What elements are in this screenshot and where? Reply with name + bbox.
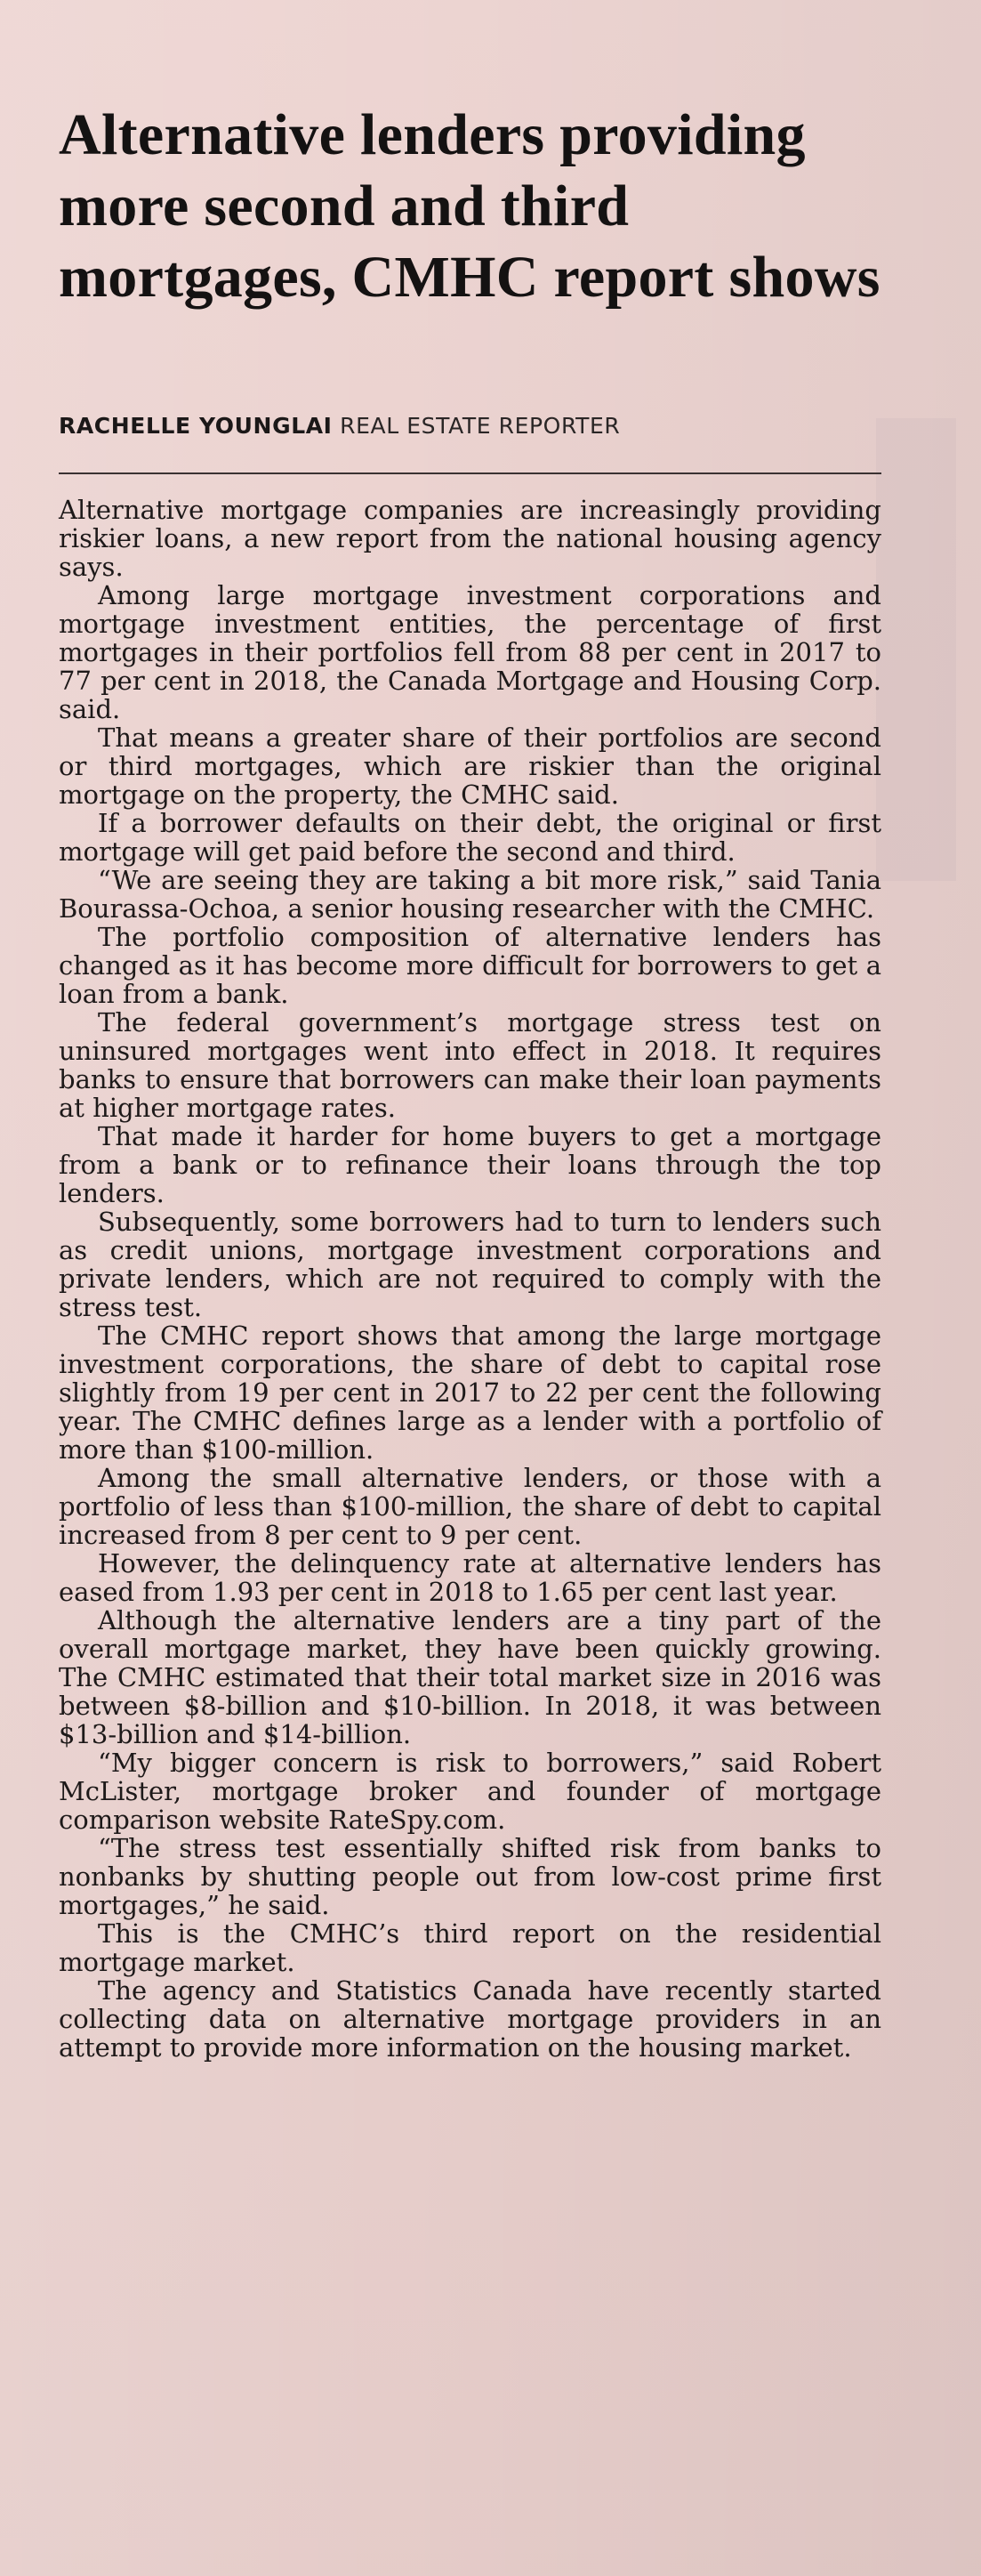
article-paragraph: Among the small alternative lenders, or those with a portfolio of less than $100-million, the share of debt to capital increased from 8 per cent to 9 per cent. <box>59 1463 881 1550</box>
news-article <box>59 100 886 2062</box>
article-paragraph: The portfolio composition of alternative lenders has changed as it has become more difficult for borrowers to get a loan from a bank. <box>59 922 881 1009</box>
byline <box>59 413 886 439</box>
article-paragraph: Although the alternative lenders are a tiny part of the overall mortgage market, they have been quickly growing. The CMHC estimated that their total market size in 2016 was between $8-billion and $10-billion. In 2018, it was between $13-billion and $14-billion. <box>59 1605 881 1749</box>
article-paragraph: If a borrower defaults on their debt, the original or first mortgage will get paid before the second and third. <box>59 808 881 867</box>
article-paragraph: That means a greater share of their portfolios are second or third mortgages, which are riskier than the original mortgage on the property, the CMHC said. <box>59 723 881 810</box>
article-paragraph: The agency and Statistics Canada have recently started collecting data on alternative mortgage providers in an attempt to provide more information on the housing market. <box>59 1975 881 2063</box>
article-body <box>59 496 881 2062</box>
article-paragraph: That made it harder for home buyers to get a mortgage from a bank or to refinance their loans through the top lenders. <box>59 1121 881 1208</box>
article-paragraph: Subsequently, some borrowers had to turn to lenders such as credit unions, mortgage investment corporations and private lenders, which are not required to comply with the stress test. <box>59 1207 881 1322</box>
article-paragraph: “The stress test essentially shifted risk from banks to nonbanks by shutting people out from low-cost prime first mortgages,” he said. <box>59 1833 881 1920</box>
article-paragraph: Alternative mortgage companies are increasingly providing riskier loans, a new report from the national housing agency says. <box>59 495 881 582</box>
article-paragraph: However, the delinquency rate at alternative lenders has eased from 1.93 per cent in 2018 to 1.65 per cent last year. <box>59 1548 881 1607</box>
article-paragraph: “We are seeing they are taking a bit more risk,” said Tania Bourassa-Ochoa, a senior housing researcher with the CMHC. <box>59 865 881 924</box>
article-paragraph: This is the CMHC’s third report on the residential mortgage market. <box>59 1918 881 1977</box>
article-headline: Alternative lenders providing more second and third mortgages, CMHC report shows <box>59 102 880 310</box>
article-paragraph: Among large mortgage investment corporations and mortgage investment entities, the percentage of first mortgages in their portfolios fell from 88 per cent in 2017 to 77 per cent in 2018, the Canada Mortgage and Housing Corp. said. <box>59 580 881 724</box>
article-paragraph: The federal government’s mortgage stress test on uninsured mortgages went into effect in 2018. It requires banks to ensure that borrowers can make their loan payments at higher mortgage rates. <box>59 1007 881 1123</box>
byline-divider <box>59 472 881 474</box>
article-paragraph: “My bigger concern is risk to borrowers,” said Robert McLister, mortgage broker and founder of mortgage comparison website RateSpy.com. <box>59 1748 881 1835</box>
byline-author: RACHELLE YOUNGLAI <box>59 413 333 439</box>
article-paragraph: The CMHC report shows that among the large mortgage investment corporations, the share of debt to capital rose slightly from 19 per cent in 2017 to 22 per cent the following year. The CMHC defines large as a lender with a portfolio of more than $100-million. <box>59 1320 881 1465</box>
adjacent-column-shade <box>876 418 956 881</box>
byline-role: REAL ESTATE REPORTER <box>340 413 621 439</box>
